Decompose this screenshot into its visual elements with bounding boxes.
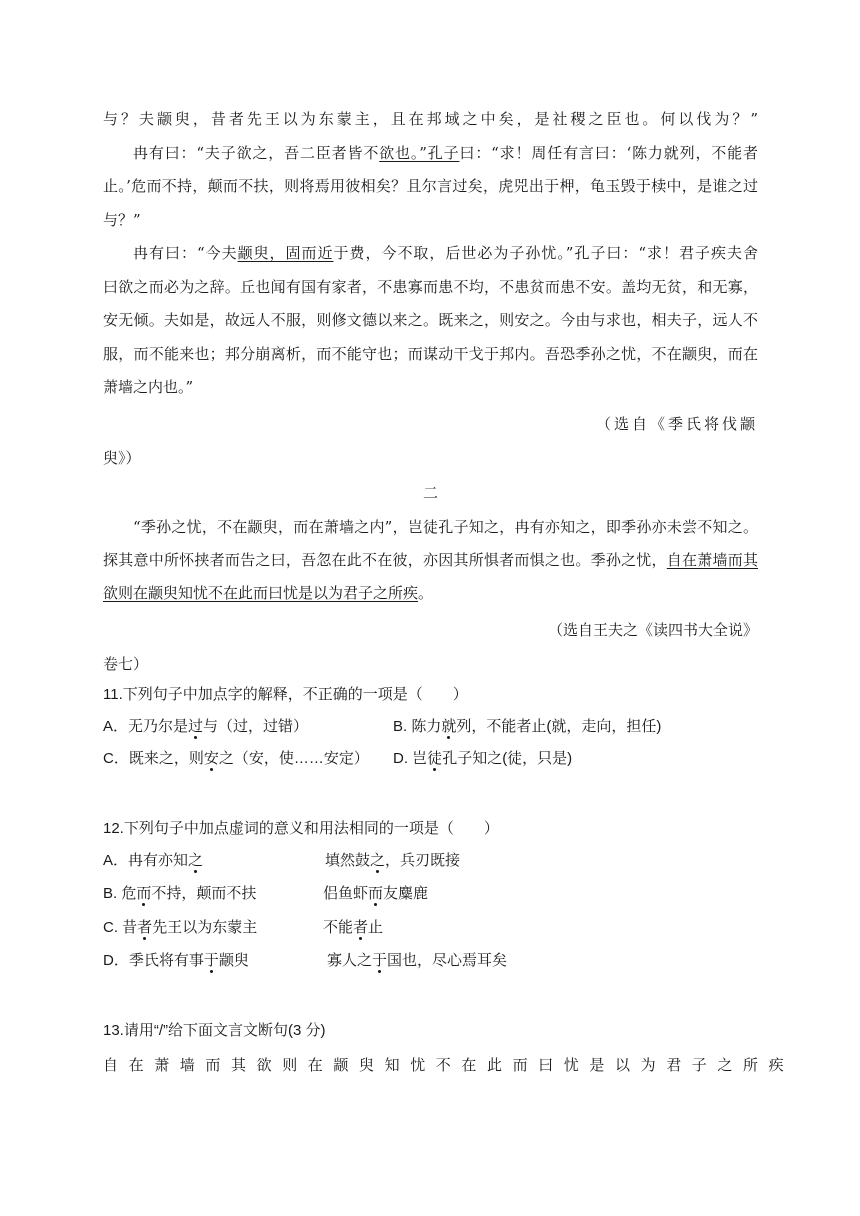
option-c: C．既来之，则安之（安，使……安定）	[103, 750, 369, 767]
dotted-char: 者	[353, 919, 369, 936]
question-13-stem: 13.请用“/”给下面文言文断句(3 分)	[103, 1022, 326, 1039]
underlined-phrase: 欲也。”孔子	[379, 144, 460, 162]
question-11-stem: 11.下列句子中加点字的解释，不正确的一项是（ ）	[103, 686, 468, 703]
question-13-text: 自在萧墙而其欲则在颛臾知忧不在此而曰忧是以为君子之所疾	[103, 1056, 795, 1074]
option-d: D. 岂徒孔子知之(徒，只是)	[393, 750, 573, 767]
dotted-char: 安	[203, 750, 219, 767]
question-12-stem: 12.下列句子中加点虚词的意义和用法相同的一项是（ ）	[103, 820, 499, 837]
passage-source: （选自《季氏将伐颛	[595, 415, 758, 433]
underlined-phrase: 自在萧墙而其	[666, 551, 758, 569]
passage-line: 萧墙之内也。”	[103, 378, 194, 396]
dotted-char: 于	[203, 952, 219, 969]
dotted-char: 就	[441, 718, 457, 735]
passage-line: 冉有曰：“夫子欲之，吾二臣者皆不欲也。”孔子曰：“求！周任有言曰：‘陈力就列，不能者	[133, 144, 758, 162]
passage-line: 冉有曰：“今夫颛臾，固而近于费，今不取，后世必为子孙忧。”孔子曰：“求！君子疾夫舍	[133, 244, 758, 262]
passage-source: （选自王夫之《读四书大全说》	[547, 621, 758, 639]
passage-line: “季孙之忧，不在颛臾，而在萧墙之内”，岂徒孔子知之，冉有亦知之，即季孙亦未尝不知之。	[133, 518, 758, 536]
passage-line: 服，而不能来也；邦分崩离析，而不能守也；而谋动干戈于邦内。吾恐季孙之忧，不在颛臾，而在	[103, 345, 758, 363]
passage-line: 安无倾。夫如是，故远人不服，则修文德以来之。既来之，则安之。今由与求也，相夫子，远人不	[103, 311, 758, 329]
option-a: A．无乃尔是过与（过，过错）	[103, 718, 309, 735]
dotted-char: 于	[372, 952, 388, 969]
dotted-char: 而	[368, 885, 384, 902]
passage-line: 探其意中所怀挟者而告之曰，吾忽在此不在彼，亦因其所惧者而惧之也。季孙之忧，自在萧墙而其	[103, 551, 758, 569]
document-page: 与？夫颛臾，昔者先王以为东蒙主，且在邦域之中矣，是社稷之臣也。何以伐为？” 冉有曰：“夫子欲之，吾二臣者皆不欲也。”孔子曰：“求！周任有言曰：‘陈力就列，不能者 止。’危而不持，颠而不扶，则将焉用彼相矣？且尔言过矣，虎兕出于柙，龟玉毁于椟中，是谁之过 与？” 冉有曰：“今夫颛臾，固而近于费，今不取，后世必为子孙忧。”孔子曰：“求！君子疾夫舍 曰欲之而必为之辞。丘也闻有国有家者，不患寡而患不均，不患贫而患不安。盖均无贫，和无寡， 安无倾。夫如是，故远人不服，则修文德以来之。既来之，则安之。今由与求也，相夫子，远人不 服，而不能来也；邦分崩离析，而不能守也；而谋动干戈于邦内。吾恐季孙之忧，不在颛臾，而在 萧墙之内也。” （选自《季氏将伐颛 臾》） 二 “季孙之忧，不在颛臾，而在萧墙之内”，岂徒孔子知之，冉有亦知之，即季孙亦未尝不知之。 探其意中所怀挟者而告之曰，吾忽在此不在彼，亦因其所惧者而惧之也。季孙之忧，自在萧墙而其 欲则在颛臾知忧不在此而曰忧是以为君子之所疾。 （选自王夫之《读四书大全说》 卷七） 11.下列句子中加点字的解释，不正确的一项是（ ） A．无乃尔是过与（过，过错） B. 陈力就列，不能者止(就，走向，担任) C．既来之，则安之（安，使……安定） D. 岂徒孔子知之(徒，只是) 12.下列句子中加点虚词的意义和用法相同的一项是（ ） A．冉有亦知之 填然鼓之，兵刃既接 B. 危而不持，颠而不扶 侣鱼虾而友麋鹿 C. 昔者先王以为东蒙主 不能者止 D．季氏将有事于颛臾 寡人之于国也，尽心焉耳矣 13.请用“/”给下面文言文断句(3 分) 自在萧墙而其欲则在颛臾知忧不在此而曰忧是以为君子之所疾	[103, 110, 795, 1074]
option-b: B. 陈力就列，不能者止(就，走向，担任)	[393, 718, 662, 735]
dotted-char: 而	[136, 885, 152, 902]
dotted-char: 徒	[427, 750, 443, 767]
section-heading: 二	[422, 484, 438, 502]
underlined-phrase: 欲则在颛臾知忧不在此而曰忧是以为君子之所疾	[103, 584, 419, 602]
dotted-char: 之	[188, 852, 204, 869]
passage-line: 与？”	[103, 211, 141, 229]
dotted-char: 之	[370, 852, 386, 869]
passage-line: 欲则在颛臾知忧不在此而曰忧是以为君子之所疾。	[103, 584, 434, 602]
passage-line: 曰欲之而必为之辞。丘也闻有国有家者，不患寡而患不均，不患贫而患不安。盖均无贫，和无寡，	[103, 278, 758, 296]
passage-line: 止。’危而不持，颠而不扶，则将焉用彼相矣？且尔言过矣，虎兕出于柙，龟玉毁于椟中，是谁之过	[103, 177, 758, 195]
passage-source: 卷七）	[103, 655, 149, 673]
passage-line: 与？夫颛臾，昔者先王以为东蒙主，且在邦域之中矣，是社稷之臣也。何以伐为？”	[103, 110, 758, 128]
dotted-char: 者	[137, 919, 153, 936]
passage-source: 臾》）	[103, 449, 141, 467]
dotted-char: 过	[188, 718, 204, 735]
underlined-phrase: 颛臾，固而近	[237, 244, 334, 262]
